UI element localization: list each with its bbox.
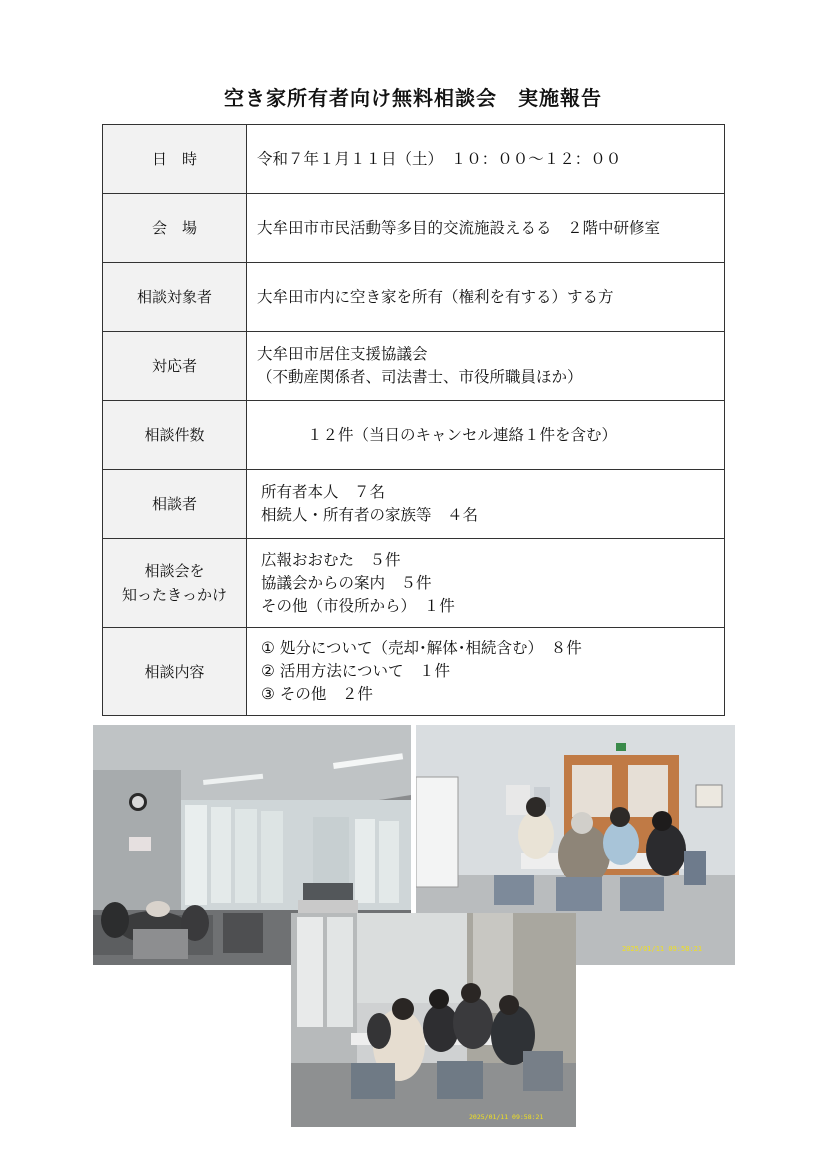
row-value-datetime: [247, 125, 725, 194]
row-value-source: [247, 539, 725, 628]
table-row-venue: [103, 194, 725, 263]
table-row-content: [103, 628, 725, 716]
row-value-count: [247, 401, 725, 470]
value-line: 所有者本人 ７名: [261, 483, 386, 501]
value-line: １２件（当日のキャンセル連絡１件を含む）: [307, 425, 618, 444]
value-line: 協議会からの案内 ５件: [261, 573, 432, 592]
label-line: 相談対象者: [136, 288, 212, 306]
table-row-count: [103, 401, 725, 470]
table-row-datetime: [103, 125, 725, 194]
label-line: 知ったきっかけ: [121, 586, 227, 604]
row-label-consulters: [103, 470, 247, 539]
value-line: ③ その他 ２件: [261, 685, 373, 703]
row-value-content: [247, 628, 725, 716]
table-row-staff: [103, 332, 725, 401]
table-row-target: [103, 263, 725, 332]
row-label-count: [103, 401, 247, 470]
row-label-datetime: [103, 125, 247, 194]
timestamp-overlay-bottom: 2025/01/11 09:58:21: [469, 1113, 544, 1121]
table-row-consulters: [103, 470, 725, 539]
row-label-content: [103, 628, 247, 716]
page-title: 空き家所有者向け無料相談会 実施報告: [224, 86, 602, 110]
photo-group-consultation: [291, 913, 576, 1127]
value-line: 大牟田市内に空き家を所有（権利を有する）する方: [257, 287, 614, 306]
row-value-consulters: [247, 470, 725, 539]
table-row-source: [103, 539, 725, 628]
label-line: 対応者: [151, 357, 197, 375]
row-value-staff: [247, 332, 725, 401]
label-line: 相談件数: [144, 426, 205, 444]
label-line: 相談会を: [144, 562, 205, 580]
row-label-target: [103, 263, 247, 332]
value-line: その他（市役所から） １件: [261, 596, 455, 615]
timestamp-overlay: 2025/01/11 09:58:21: [622, 945, 703, 953]
value-line: 広報おおむた ５件: [261, 550, 401, 569]
label-line: 相談内容: [144, 662, 205, 681]
value-line: 大牟田市居住支援協議会: [257, 345, 428, 363]
row-label-venue: [103, 194, 247, 263]
value-line: （不動産関係者、司法書士、市役所職員ほか）: [257, 368, 583, 386]
label-line: 日 時: [151, 150, 197, 168]
value-line: ② 活用方法について １件: [261, 662, 451, 680]
label-line: 会 場: [151, 219, 197, 237]
value-line: ① 処分について（売却･解体･相続含む） ８件: [261, 639, 582, 657]
value-line: 大牟田市市民活動等多目的交流施設えるる ２階中研修室: [257, 218, 661, 237]
row-label-staff: [103, 332, 247, 401]
report-table: [102, 124, 725, 716]
value-line: 相続人・所有者の家族等 ４名: [261, 506, 479, 524]
value-line: 令和７年１月１１日（土） １０：００～１２：００: [257, 149, 622, 168]
row-value-target: [247, 263, 725, 332]
row-label-source: [103, 539, 247, 628]
row-value-venue: [247, 194, 725, 263]
label-line: 相談者: [151, 495, 197, 513]
